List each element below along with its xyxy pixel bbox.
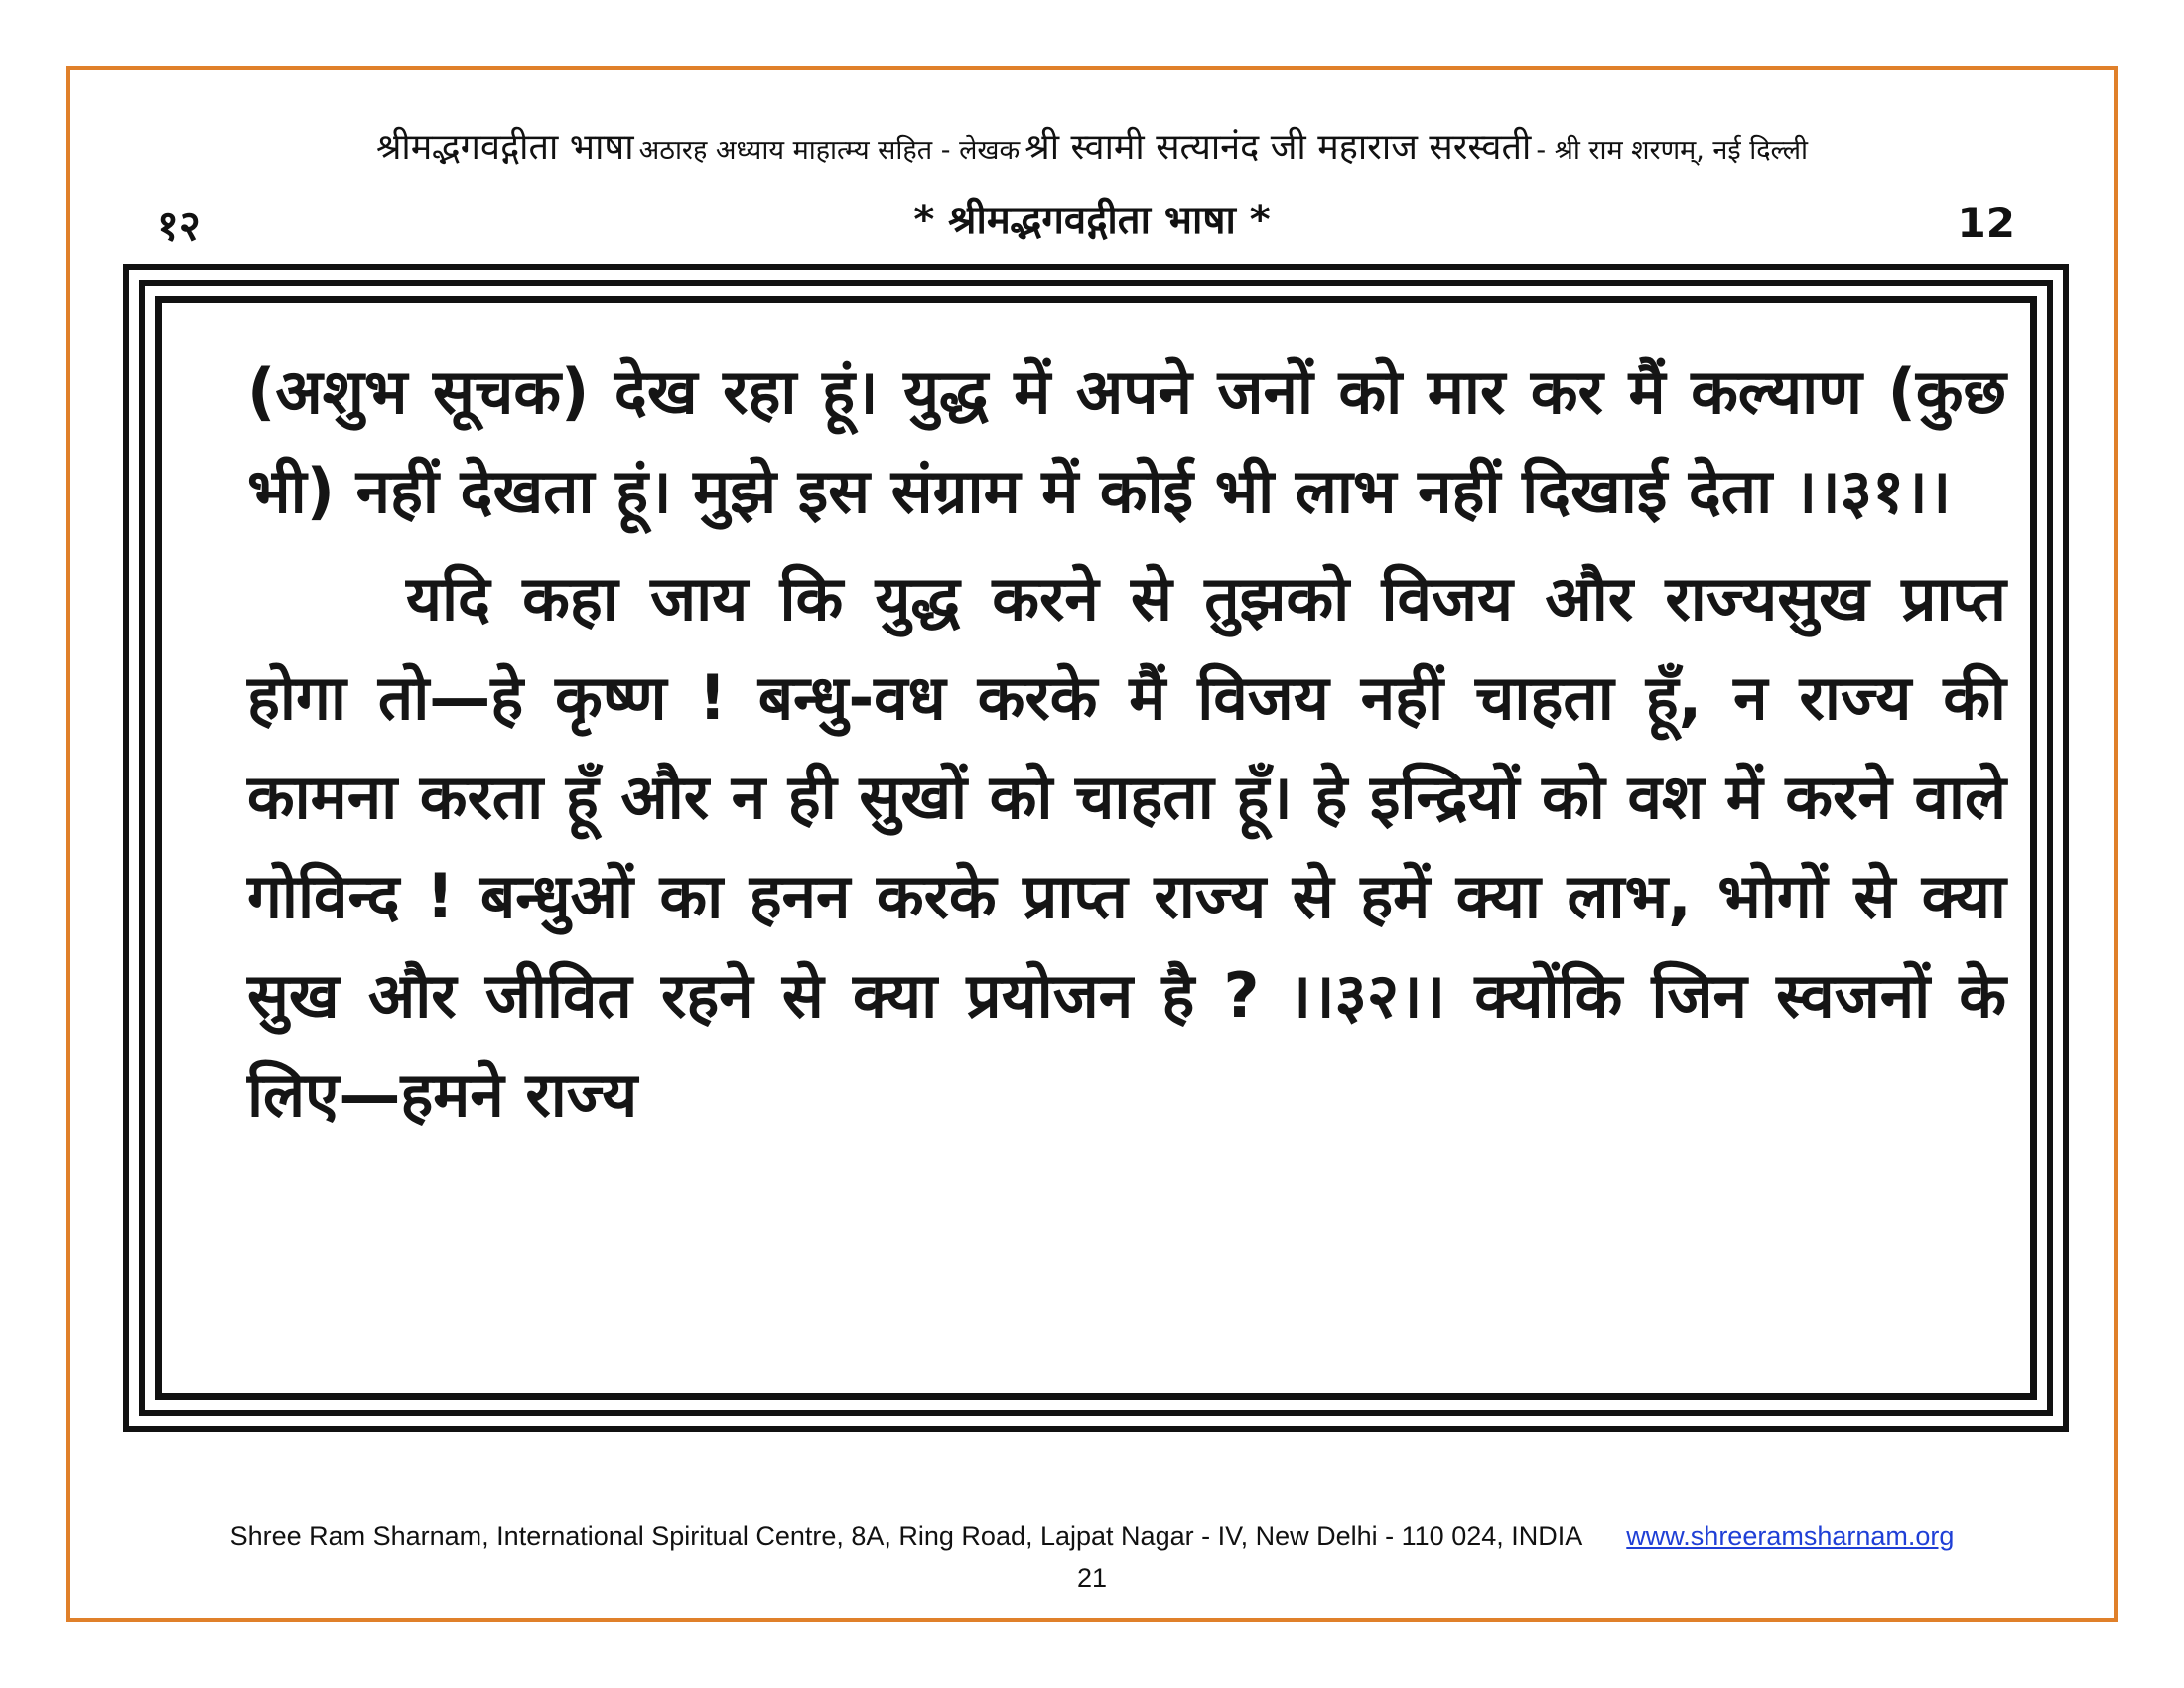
header-subtitle: अठारह अध्याय माहात्म्य सहित - लेखक [638, 135, 1021, 166]
verse-box-outer-border [123, 264, 2069, 1432]
page-number-latin: 12 [1957, 199, 2015, 247]
verse-paragraph-1: (अशुभ सूचक) देख रहा हूं। युद्ध में अपने जनों को मार कर मैं कल्याण (कुछ भी) नहीं देखता हूं। मुझे इस संग्राम में कोई भी लाभ नहीं दिखाई देता ।।३१।। [247, 355, 2006, 527]
footer-website-link[interactable]: www.shreeramsharnam.org [1626, 1521, 1955, 1551]
header-title: श्रीमद्भगवद्गीता भाषा [375, 127, 634, 168]
page-title: * श्रीमद्भगवद्गीता भाषा * [913, 198, 1271, 243]
verse-box-middle-border [139, 280, 2053, 1416]
verse-box-inner-border [155, 296, 2037, 1400]
header-publisher: - श्री राम शरणम्, नई दिल्ली [1536, 135, 1809, 166]
verse-paragraph-2: यदि कहा जाय कि युद्ध करने से तुझको विजय और राज्यसुख प्राप्त होगा तो—हे कृष्ण ! बन्धु-वध करके मैं विजय नहीं चाहता हूँ, न राज्य की कामना करता हूँ और न ही सुखों को चाहता हूँ। हे इन्द्रियों को वश में करने वाले गोविन्द ! बन्धुओं का हनन करके प्राप्त राज्य से हमें क्या लाभ, भोगों से क्या सुख और जीवित रहने से क्या प्रयोजन है ? ।।३२।। क्योंकि जिन स्वजनों के लिए—हमने राज्य [247, 562, 2006, 1131]
footer-page-number: 21 [1076, 1563, 1108, 1593]
footer-address: Shree Ram Sharnam, International Spiritual Centre, 8A, Ring Road, Lajpat Nagar - IV, New Delhi - 110 024, INDIA [229, 1521, 1581, 1551]
page-number-devanagari: १२ [157, 202, 201, 250]
verse-text [247, 343, 2006, 1145]
document-header [129, 121, 2055, 170]
header-author: श्री स्वामी सत्यानंद जी महाराज सरस्वती [1024, 127, 1532, 168]
footer [149, 1521, 2035, 1552]
